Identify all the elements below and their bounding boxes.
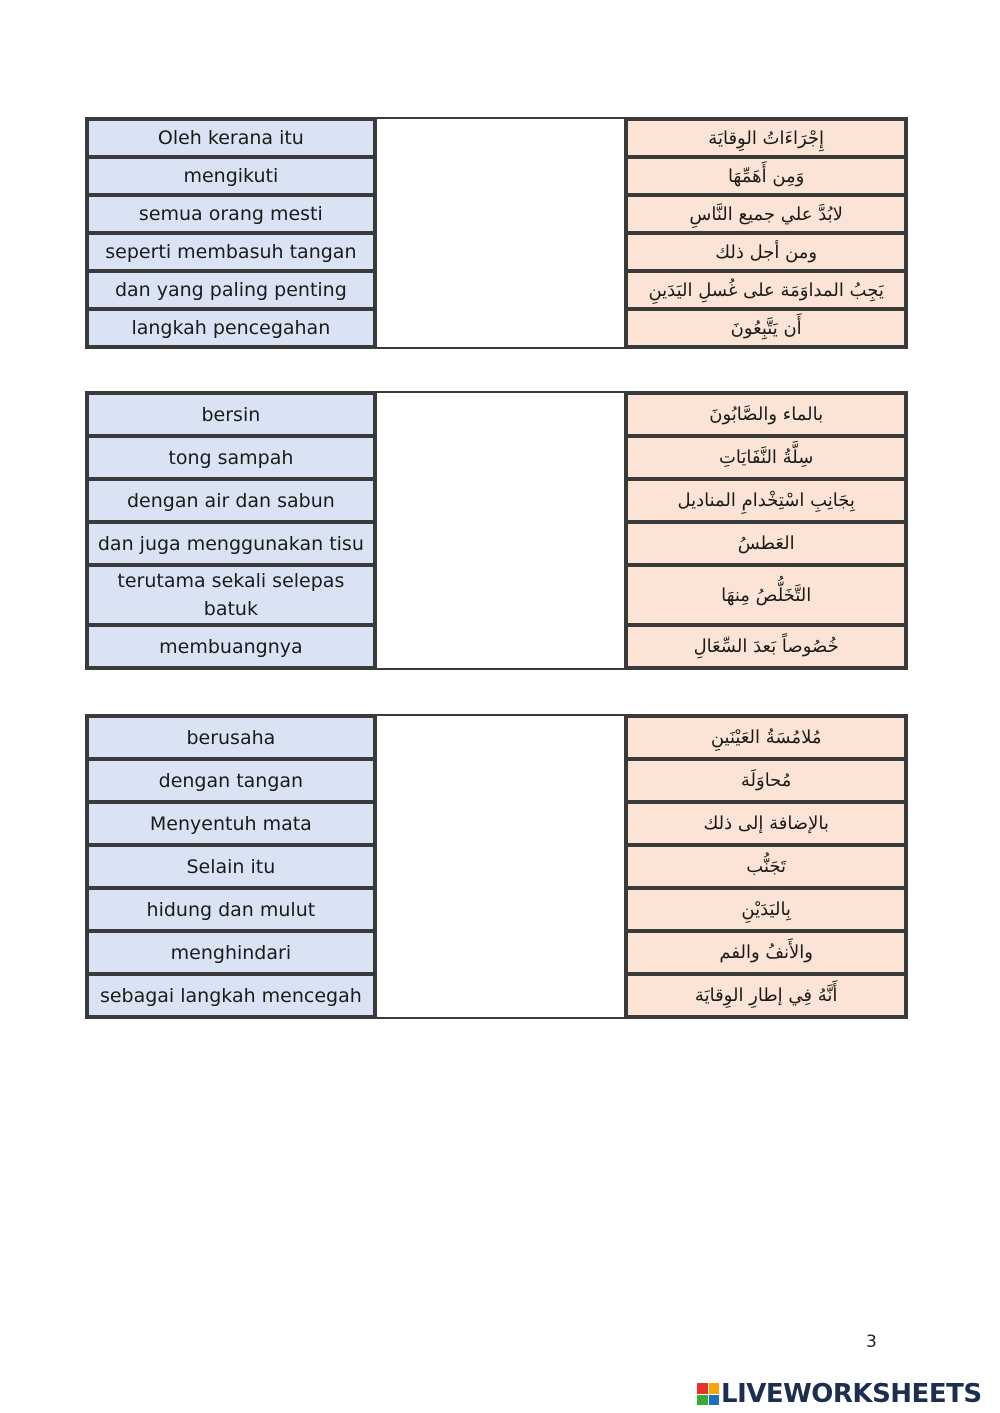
arabic-phrase: لابُدَّ علي جميع النَّاسِ (626, 195, 906, 233)
logo-square (697, 1383, 708, 1394)
arabic-phrase: العَطسُ (626, 522, 906, 565)
brand-name: LIVEWORKSHEETS (721, 1379, 982, 1409)
malay-phrase: membuangnya (87, 625, 375, 668)
answer-drop-area[interactable] (375, 393, 627, 668)
malay-phrase: bersin (87, 393, 375, 436)
answer-drop-area[interactable] (375, 119, 627, 347)
logo-square (709, 1383, 720, 1394)
malay-phrase: Menyentuh mata (87, 802, 375, 845)
arabic-phrase: التَّخَلُّصُ مِنهَا (626, 565, 906, 625)
logo-square (709, 1395, 720, 1406)
arabic-phrase: بِجَانِبِ اسْتِخْدامِ المناديل (626, 479, 906, 522)
malay-phrase: menghindari (87, 931, 375, 974)
liveworksheets-logo-icon (697, 1383, 719, 1405)
malay-phrase: seperti membasuh tangan (87, 233, 375, 271)
malay-phrase: Selain itu (87, 845, 375, 888)
table-row (87, 716, 906, 759)
answer-drop-area[interactable] (375, 716, 627, 1017)
liveworksheets-brand[interactable] (697, 1377, 982, 1411)
arabic-phrase: أَن يَتَّبِعُونَ (626, 309, 906, 347)
arabic-phrase: سِلَّةُ النَّفَايَاتِ (626, 436, 906, 479)
malay-phrase: hidung dan mulut (87, 888, 375, 931)
page-number: 3 (866, 1332, 877, 1352)
arabic-phrase: تَجَنُّب (626, 845, 906, 888)
arabic-phrase: مُلامُسَةُ العَيْنَينِ (626, 716, 906, 759)
malay-phrase: dengan tangan (87, 759, 375, 802)
matching-table-3 (85, 714, 908, 1019)
arabic-phrase: يَجِبُ المداوَمَة على غُسلِ اليَدَينِ (626, 271, 906, 309)
arabic-phrase: والأَنفُ والفم (626, 931, 906, 974)
logo-square (697, 1395, 708, 1406)
malay-phrase: langkah pencegahan (87, 309, 375, 347)
malay-phrase: semua orang mesti (87, 195, 375, 233)
table-row (87, 119, 906, 157)
arabic-phrase: وَمِن أَهَمِّهَا (626, 157, 906, 195)
table-row (87, 393, 906, 436)
malay-phrase: dan juga menggunakan tisu (87, 522, 375, 565)
malay-phrase: mengikuti (87, 157, 375, 195)
malay-phrase: dan yang paling penting (87, 271, 375, 309)
malay-phrase: terutama sekali selepas batuk (87, 565, 375, 625)
malay-phrase: sebagai langkah mencegah (87, 974, 375, 1017)
arabic-phrase: بالماء والصَّابُونَ (626, 393, 906, 436)
arabic-phrase: خُصُوصاً بَعدَ السِّعَالِ (626, 625, 906, 668)
arabic-phrase: أَنَّهُ فِي إطارِ الوِقايَة (626, 974, 906, 1017)
arabic-phrase: مُحاوَلَة (626, 759, 906, 802)
matching-table-1 (85, 117, 908, 349)
matching-table-2 (85, 391, 908, 670)
arabic-phrase: إِجْرَاءَاتُ الوِقايَة (626, 119, 906, 157)
malay-phrase: berusaha (87, 716, 375, 759)
arabic-phrase: بِاليَدَيْنِ (626, 888, 906, 931)
arabic-phrase: ومن أجل ذلك (626, 233, 906, 271)
malay-phrase: dengan air dan sabun (87, 479, 375, 522)
arabic-phrase: بالإضافة إلى ذلك (626, 802, 906, 845)
malay-phrase: Oleh kerana itu (87, 119, 375, 157)
malay-phrase: tong sampah (87, 436, 375, 479)
